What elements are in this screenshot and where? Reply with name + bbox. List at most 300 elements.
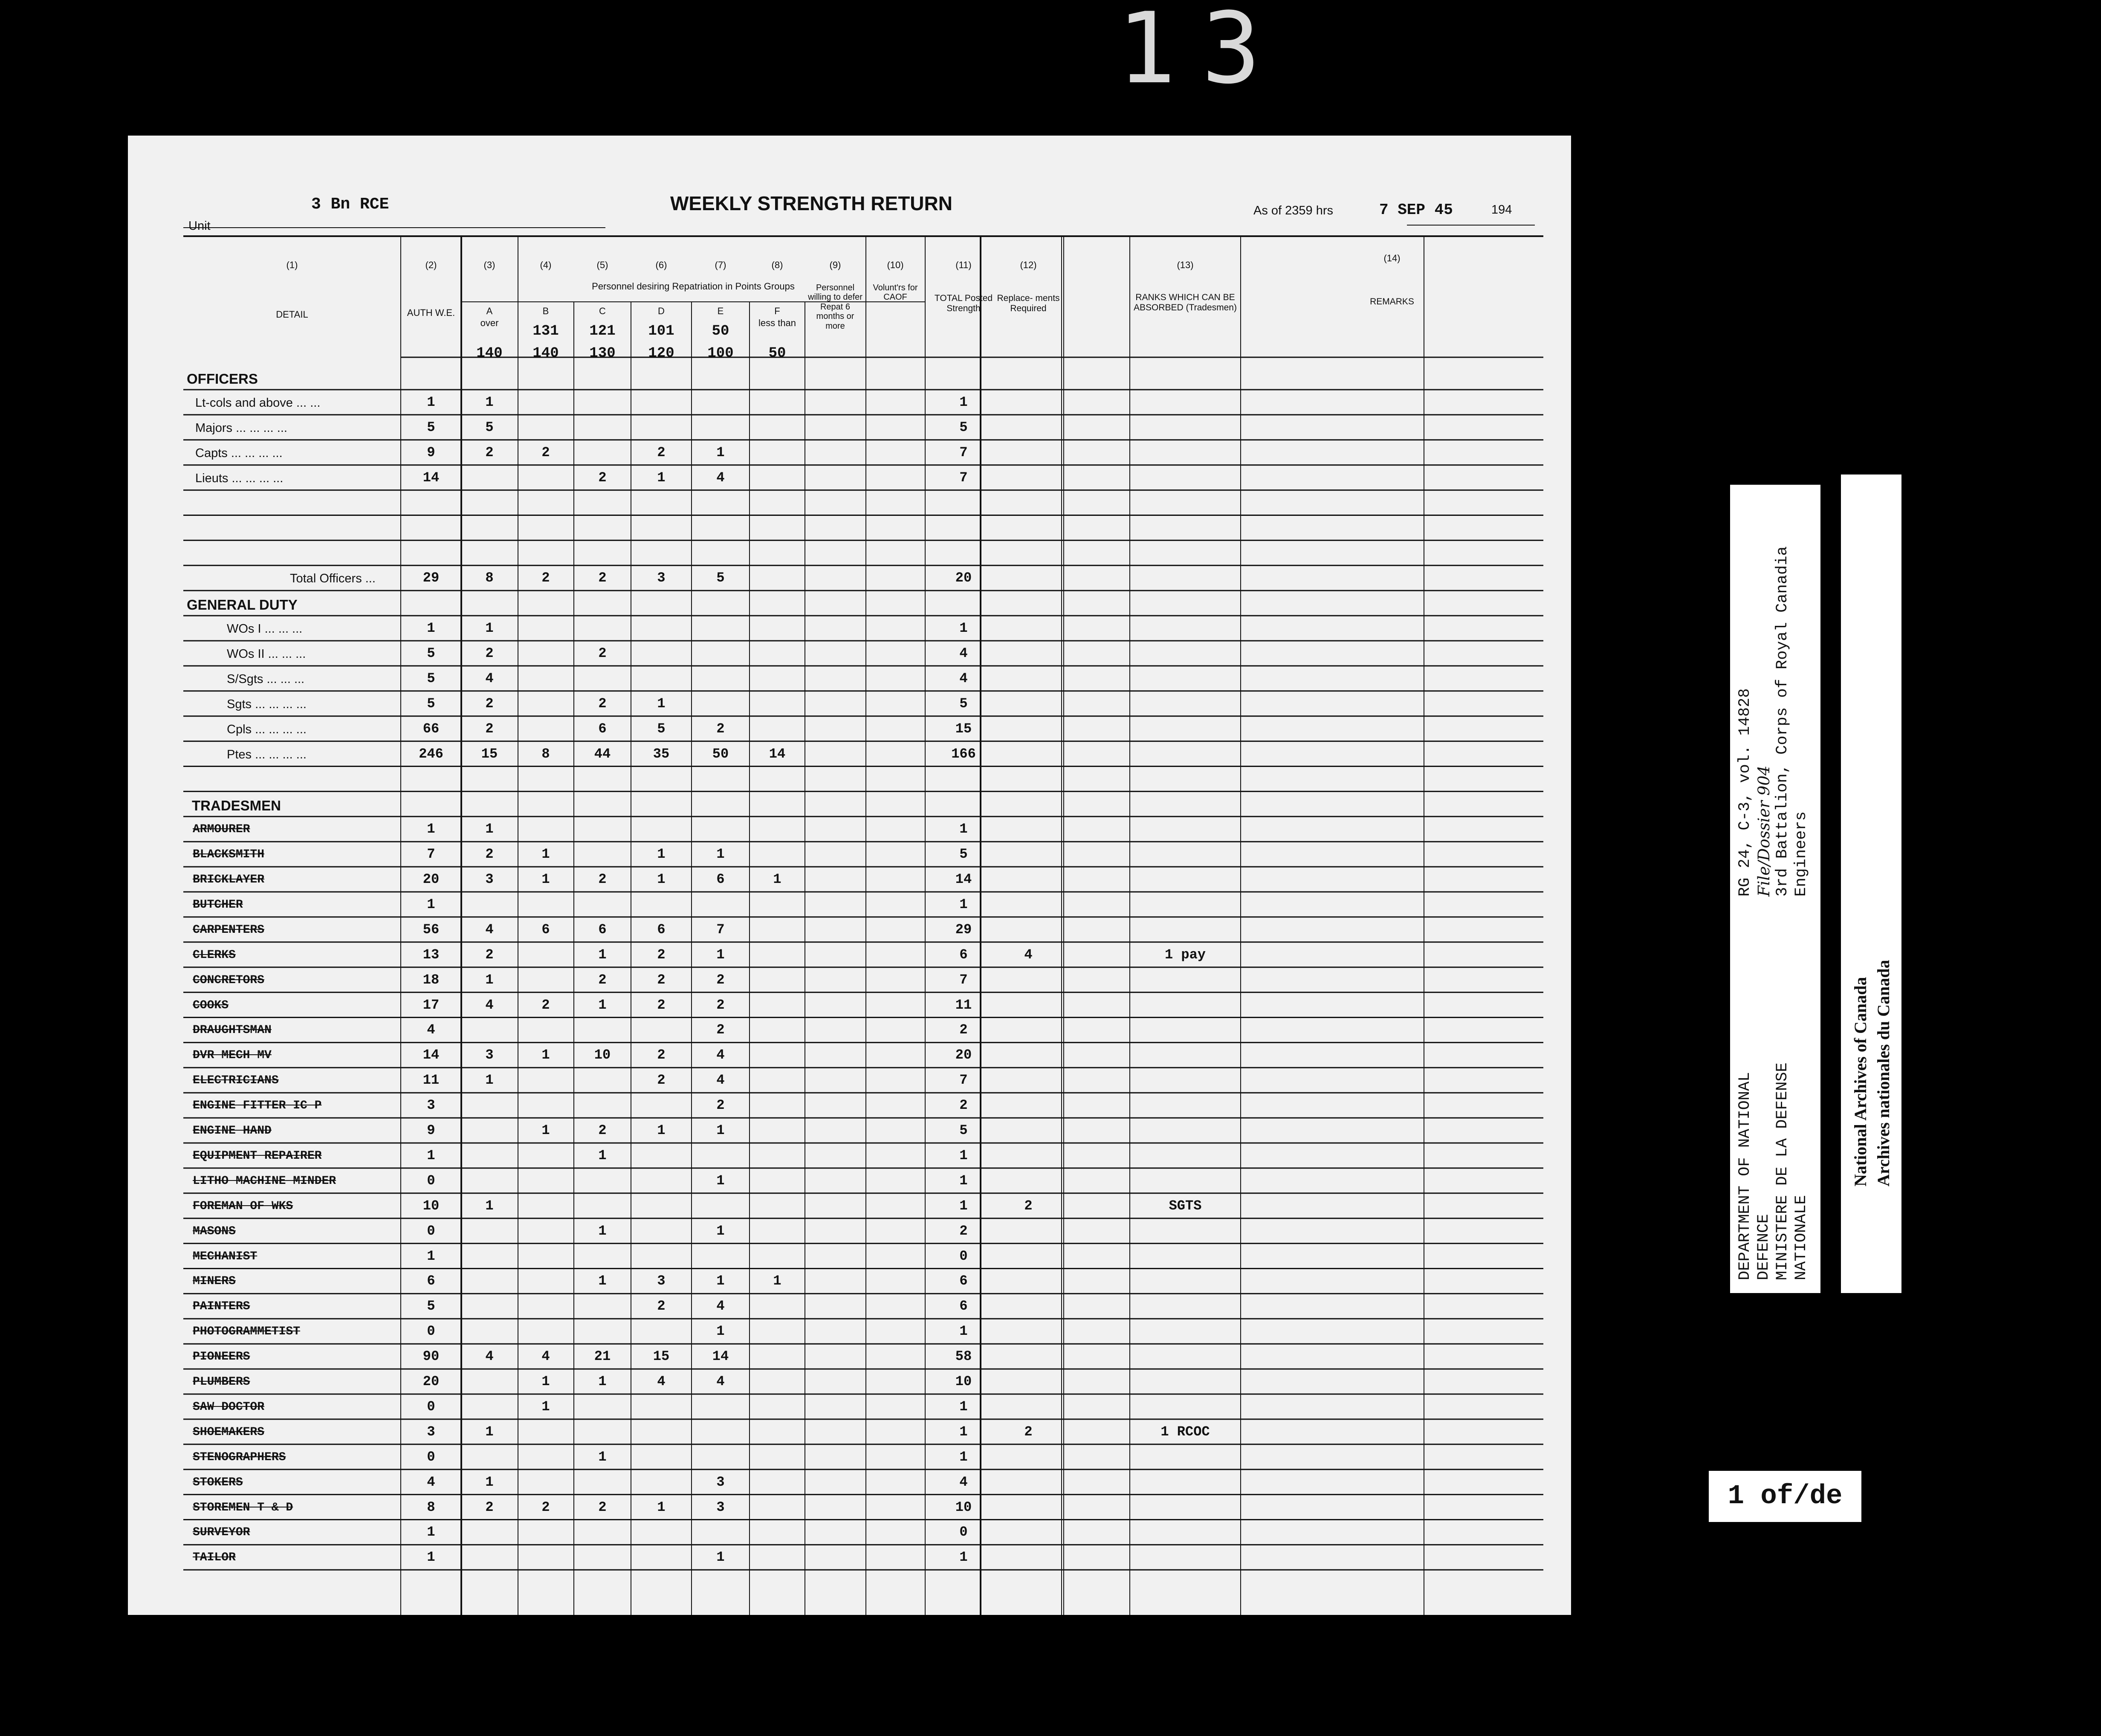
points-group-c-lower: 121	[589, 323, 616, 339]
cell-auth: 1	[427, 1248, 435, 1264]
tradesman-row-label: PIONEERS	[193, 1350, 250, 1364]
cell-c: 1	[598, 946, 607, 963]
cell-a: 4	[485, 670, 494, 686]
cell-d: 2	[657, 997, 666, 1013]
cell-total: 58	[955, 1348, 972, 1365]
cell-auth: 5	[427, 1298, 435, 1314]
cell-d: 4	[657, 1374, 666, 1389]
cell-c: 1	[598, 1147, 607, 1163]
cell-total: 6	[959, 1298, 968, 1314]
cell-total: 4	[959, 670, 968, 686]
tradesman-row-label: COOKS	[193, 998, 229, 1012]
page-count-label: 1 of/de	[1709, 1471, 1861, 1522]
col-9-number: (9)	[829, 260, 841, 270]
cell-c: 2	[598, 1123, 607, 1138]
cell-auth: 20	[423, 1374, 440, 1389]
cell-a: 2	[485, 695, 494, 712]
general-duty-row-label: WOs I ... ... ...	[227, 622, 303, 636]
unit-value: 3 Bn RCE	[311, 195, 389, 214]
cell-a: 1	[485, 620, 494, 636]
points-group-b-lower: 131	[532, 323, 559, 339]
col-12-title: Replace- ments Required	[997, 293, 1060, 313]
cell-auth: 29	[423, 570, 440, 586]
officer-row-label: Lt-cols and above ... ...	[195, 396, 321, 410]
cell-auth: 1	[427, 1524, 435, 1540]
col-13-title: RANKS WHICH CAN BE ABSORBED (Tradesmen)	[1134, 292, 1237, 312]
tradesman-row-label: DVR MECH MV	[193, 1049, 272, 1062]
cell-c: 1	[598, 1374, 607, 1389]
dept-en-line2: DEFENCE	[1755, 1214, 1773, 1280]
as-of-date: 7 SEP 45	[1379, 201, 1453, 219]
cell-d: 1	[657, 695, 666, 712]
points-group-f-letter: F	[774, 306, 780, 316]
cell-d: 1	[657, 846, 666, 862]
cell-b: 1	[541, 1398, 550, 1415]
cell-auth: 1	[427, 821, 435, 837]
cell-total: 14	[955, 871, 972, 887]
cell-e: 4	[716, 1072, 725, 1088]
col-1-title: DETAIL	[276, 309, 308, 320]
points-group-title: Personnel desiring Repatriation in Points Groups	[592, 281, 795, 292]
cell-b: 6	[541, 921, 550, 937]
cell-auth: 11	[423, 1072, 440, 1088]
cell-auth: 0	[427, 1398, 435, 1415]
cell-e: 1	[716, 1223, 725, 1239]
cell-c: 2	[598, 972, 607, 988]
cell-total: 2	[959, 1022, 968, 1038]
cell-a: 2	[485, 444, 494, 460]
cell-total: 5	[959, 695, 968, 712]
cell-total: 11	[955, 997, 972, 1013]
cell-auth: 246	[419, 746, 443, 762]
tradesman-row-label: PHOTOGRAMMETIST	[193, 1325, 301, 1339]
points-group-d-upper: 120	[648, 345, 674, 362]
cell-a: 4	[485, 921, 494, 937]
cell-c: 1	[598, 997, 607, 1013]
points-group-e-lower: 50	[712, 323, 729, 339]
cell-b: 4	[541, 1348, 550, 1365]
general-duty-row-label: S/Sgts ... ... ...	[227, 672, 305, 686]
cell-e: 1	[716, 1549, 725, 1565]
cell-total: 5	[959, 419, 968, 435]
tradesman-row-label: FOREMAN OF WKS	[193, 1199, 293, 1213]
cell-auth: 1	[427, 896, 435, 912]
cell-f: 14	[769, 746, 786, 762]
dept-fr-line1: MINISTERE DE LA DEFENSE	[1774, 1062, 1791, 1280]
points-group-c-upper: 130	[589, 345, 616, 362]
tradesman-row-label: SAW DOCTOR	[193, 1400, 265, 1414]
unit-description: 3rd Battalion, Corps of Royal Canadia	[1774, 546, 1791, 897]
cell-ranks: 1 pay	[1164, 946, 1206, 963]
section-tradesmen: TRADESMEN	[192, 798, 281, 814]
cell-d: 5	[657, 720, 666, 737]
general-duty-row-label: Sgts ... ... ... ...	[227, 697, 307, 711]
tradesman-row-label: STOKERS	[193, 1476, 243, 1489]
cell-total: 1	[959, 1172, 968, 1189]
tradesman-row-label: SHOEMAKERS	[193, 1425, 265, 1439]
cell-a: 2	[485, 1499, 494, 1515]
cell-auth: 66	[423, 720, 440, 737]
points-group-d-letter: D	[658, 306, 665, 316]
cell-a: 4	[485, 997, 494, 1013]
cell-c: 2	[598, 570, 607, 586]
tradesman-row-label: BUTCHER	[193, 898, 243, 911]
col-1-number: (1)	[286, 260, 298, 270]
cell-repl: 2	[1024, 1424, 1033, 1440]
cell-a: 1	[485, 1198, 494, 1214]
cell-d: 3	[657, 570, 666, 586]
cell-b: 2	[541, 1499, 550, 1515]
cell-auth: 1	[427, 620, 435, 636]
points-group-e-letter: E	[717, 306, 724, 316]
cell-auth: 0	[427, 1172, 435, 1189]
general-duty-row-label: WOs II ... ... ...	[227, 647, 306, 661]
officer-row-label: Majors ... ... ... ...	[195, 421, 287, 435]
cell-auth: 1	[427, 1549, 435, 1565]
as-of-label: As of 2359 hrs	[1253, 204, 1333, 217]
unit-label: Unit	[188, 219, 211, 233]
cell-d: 2	[657, 1047, 666, 1063]
cell-auth: 14	[423, 1047, 440, 1063]
cell-total: 20	[955, 570, 972, 586]
col-10-title: Volunt'rs for CAOF	[873, 283, 918, 302]
section-general-duty: GENERAL DUTY	[187, 597, 298, 613]
cell-auth: 14	[423, 469, 440, 486]
cell-auth: 0	[427, 1449, 435, 1465]
tradesman-row-label: CONCRETORS	[193, 973, 265, 987]
points-group-c-letter: C	[599, 306, 606, 316]
cell-a: 8	[485, 570, 494, 586]
cell-d: 2	[657, 1298, 666, 1314]
cell-ranks: SGTS	[1169, 1198, 1202, 1214]
section-officers: OFFICERS	[187, 371, 258, 387]
general-duty-row-label: Ptes ... ... ... ...	[227, 747, 307, 761]
cell-total: 1	[959, 1424, 968, 1440]
points-group-a-upper: 140	[476, 345, 503, 362]
cell-auth: 7	[427, 846, 435, 862]
cell-b: 1	[541, 1374, 550, 1389]
cell-auth: 1	[427, 394, 435, 410]
points-group-f-sub: less than	[758, 318, 796, 328]
cell-d: 2	[657, 972, 666, 988]
col-c4-number: (4)	[540, 260, 552, 270]
cell-e: 50	[712, 746, 729, 762]
col-9-title: Personnel willing to defer Repat 6 months or more	[808, 283, 862, 331]
cell-d: 6	[657, 921, 666, 937]
tradesman-row-label: ARMOURER	[193, 823, 250, 836]
points-group-d-lower: 101	[648, 323, 674, 339]
cell-a: 4	[485, 1348, 494, 1365]
cell-total: 1	[959, 1323, 968, 1340]
cell-auth: 3	[427, 1097, 435, 1114]
cell-b: 2	[541, 570, 550, 586]
cell-d: 2	[657, 1072, 666, 1088]
tradesman-row-label: ENGINE FITTER IC P	[193, 1099, 322, 1113]
tradesman-row-label: STOREMEN T & D	[193, 1501, 293, 1514]
cell-auth: 5	[427, 670, 435, 686]
points-group-e-upper: 100	[707, 345, 734, 362]
points-group-a-letter: A	[486, 306, 493, 316]
cell-e: 1	[716, 1172, 725, 1189]
cell-auth: 9	[427, 444, 435, 460]
cell-auth: 13	[423, 946, 440, 963]
cell-total: 166	[951, 746, 976, 762]
tradesman-row-label: PAINTERS	[193, 1300, 250, 1314]
archives-name-fr: Archives nationales du Canada	[1874, 960, 1893, 1186]
cell-auth: 8	[427, 1499, 435, 1515]
cell-c: 1	[598, 1273, 607, 1289]
form-title: WEEKLY STRENGTH RETURN	[670, 192, 952, 214]
cell-c: 2	[598, 1499, 607, 1515]
col-10-number: (10)	[887, 260, 904, 270]
cell-a: 2	[485, 846, 494, 862]
cell-total: 6	[959, 946, 968, 963]
cell-e: 5	[716, 570, 725, 586]
tradesman-row-label: EQUIPMENT REPAIRER	[193, 1149, 322, 1163]
cell-d: 2	[657, 444, 666, 460]
cell-e: 2	[716, 997, 725, 1013]
cell-d: 1	[657, 469, 666, 486]
col-14-title: REMARKS	[1370, 297, 1414, 307]
cell-total: 7	[959, 469, 968, 486]
col-c7-number: (7)	[715, 260, 726, 270]
cell-d: 15	[653, 1348, 670, 1365]
cell-auth: 56	[423, 921, 440, 937]
cell-repl: 2	[1024, 1198, 1033, 1214]
cell-b: 1	[541, 871, 550, 887]
col-11-title: TOTAL Posted Strength	[934, 293, 993, 313]
cell-c: 6	[598, 720, 607, 737]
film-frame-number: 13	[1117, 0, 1286, 106]
tradesman-row-label: LITHO MACHINE MINDER	[193, 1174, 336, 1188]
cell-e: 1	[716, 846, 725, 862]
tradesman-row-label: MINERS	[193, 1275, 236, 1288]
cell-ranks: 1 RCOC	[1160, 1424, 1210, 1440]
unit-description-cont: Engineers	[1792, 811, 1810, 897]
tradesman-row-label: ENGINE HAND	[193, 1124, 272, 1137]
tradesman-row-label: ELECTRICIANS	[193, 1074, 279, 1088]
points-group-f-upper: 50	[768, 345, 786, 362]
officer-row-label: Lieuts ... ... ... ...	[195, 471, 284, 485]
cell-e: 6	[716, 871, 725, 887]
total-officers-label: Total Officers ...	[290, 572, 376, 586]
cell-e: 1	[716, 1273, 725, 1289]
cell-total: 0	[959, 1248, 968, 1264]
cell-total: 7	[959, 972, 968, 988]
cell-auth: 17	[423, 997, 440, 1013]
cell-total: 1	[959, 1147, 968, 1163]
cell-auth: 5	[427, 695, 435, 712]
cell-e: 1	[716, 444, 725, 460]
tradesman-row-label: BLACKSMITH	[193, 848, 265, 862]
cell-c: 2	[598, 695, 607, 712]
cell-b: 2	[541, 444, 550, 460]
cell-total: 7	[959, 444, 968, 460]
cell-e: 1	[716, 946, 725, 963]
cell-total: 10	[955, 1499, 972, 1515]
cell-total: 1	[959, 394, 968, 410]
cell-auth: 5	[427, 645, 435, 661]
cell-c: 1	[598, 1449, 607, 1465]
col-c5-number: (5)	[596, 260, 608, 270]
cell-a: 1	[485, 821, 494, 837]
tradesman-row-label: PLUMBERS	[193, 1375, 250, 1389]
archives-name-label	[1841, 475, 1901, 1293]
cell-a: 15	[481, 746, 498, 762]
dept-en-line1: DEPARTMENT OF NATIONAL	[1736, 1072, 1754, 1280]
cell-e: 3	[716, 1499, 725, 1515]
form-grid-lines	[128, 136, 1571, 1615]
cell-e: 1	[716, 1323, 725, 1340]
cell-c: 1	[598, 1223, 607, 1239]
tradesman-row-label: MECHANIST	[193, 1250, 258, 1263]
tradesman-row-label: MASONS	[193, 1224, 236, 1238]
cell-d: 35	[653, 746, 670, 762]
cell-a: 1	[485, 972, 494, 988]
dept-fr-line2: NATIONALE	[1792, 1195, 1810, 1280]
cell-b: 1	[541, 846, 550, 862]
cell-e: 4	[716, 469, 725, 486]
cell-c: 2	[598, 645, 607, 661]
cell-auth: 0	[427, 1223, 435, 1239]
year-suffix: 194	[1491, 203, 1512, 217]
cell-total: 6	[959, 1273, 968, 1289]
cell-total: 1	[959, 1549, 968, 1565]
tradesman-row-label: STENOGRAPHERS	[193, 1450, 286, 1464]
cell-total: 5	[959, 1123, 968, 1138]
tradesman-row-label: CLERKS	[193, 948, 236, 962]
archive-reference-label	[1730, 485, 1820, 1293]
cell-repl: 4	[1024, 946, 1033, 963]
cell-total: 1	[959, 896, 968, 912]
cell-a: 5	[485, 419, 494, 435]
cell-e: 2	[716, 1022, 725, 1038]
cell-total: 29	[955, 921, 972, 937]
cell-total: 0	[959, 1524, 968, 1540]
cell-total: 10	[955, 1374, 972, 1389]
cell-auth: 18	[423, 972, 440, 988]
cell-a: 2	[485, 720, 494, 737]
cell-total: 7	[959, 1072, 968, 1088]
points-group-b-upper: 140	[532, 345, 559, 362]
points-group-b-letter: B	[542, 306, 549, 316]
cell-total: 15	[955, 720, 972, 737]
cell-a: 3	[485, 1047, 494, 1063]
col-c8-number: (8)	[771, 260, 783, 270]
cell-total: 1	[959, 821, 968, 837]
col-c3-number: (3)	[483, 260, 495, 270]
cell-e: 3	[716, 1474, 725, 1490]
cell-c: 6	[598, 921, 607, 937]
tradesman-row-label: TAILOR	[193, 1551, 236, 1565]
cell-d: 1	[657, 1123, 666, 1138]
cell-d: 1	[657, 871, 666, 887]
cell-total: 20	[955, 1047, 972, 1063]
cell-c: 10	[594, 1047, 611, 1063]
cell-auth: 4	[427, 1474, 435, 1490]
cell-total: 2	[959, 1097, 968, 1114]
cell-f: 1	[773, 1273, 781, 1289]
col-c6-number: (6)	[655, 260, 667, 270]
tradesman-row-label: SURVEYOR	[193, 1526, 250, 1539]
rg-reference: RG 24, C-3, vol. 14828	[1736, 688, 1754, 897]
cell-auth: 10	[423, 1198, 440, 1214]
cell-auth: 3	[427, 1424, 435, 1440]
tradesman-row-label: CARPENTERS	[193, 923, 265, 937]
cell-b: 1	[541, 1047, 550, 1063]
cell-total: 1	[959, 1398, 968, 1415]
cell-f: 1	[773, 871, 781, 887]
cell-total: 1	[959, 1198, 968, 1214]
cell-e: 7	[716, 921, 725, 937]
archives-name-en: National Archives of Canada	[1851, 977, 1870, 1186]
cell-b: 8	[541, 746, 550, 762]
cell-total: 4	[959, 645, 968, 661]
cell-e: 1	[716, 1123, 725, 1138]
cell-a: 2	[485, 645, 494, 661]
cell-c: 2	[598, 871, 607, 887]
cell-auth: 5	[427, 419, 435, 435]
cell-a: 1	[485, 394, 494, 410]
col-14-number: (14)	[1383, 253, 1401, 263]
col-2-number: (2)	[425, 260, 437, 270]
cell-auth: 1	[427, 1147, 435, 1163]
cell-d: 2	[657, 946, 666, 963]
cell-a: 1	[485, 1424, 494, 1440]
cell-e: 4	[716, 1298, 725, 1314]
col-13-number: (13)	[1177, 260, 1194, 270]
cell-e: 2	[716, 972, 725, 988]
cell-auth: 90	[423, 1348, 440, 1365]
cell-total: 1	[959, 1449, 968, 1465]
cell-e: 4	[716, 1047, 725, 1063]
cell-a: 2	[485, 946, 494, 963]
cell-auth: 0	[427, 1323, 435, 1340]
cell-d: 3	[657, 1273, 666, 1289]
file-dossier: File/Dossier 904	[1755, 765, 1773, 897]
points-group-a-sub: over	[480, 318, 499, 328]
general-duty-row-label: Cpls ... ... ... ...	[227, 722, 307, 736]
cell-a: 1	[485, 1474, 494, 1490]
cell-a: 3	[485, 871, 494, 887]
cell-a: 1	[485, 1072, 494, 1088]
officer-row-label: Capts ... ... ... ...	[195, 446, 283, 460]
cell-b: 2	[541, 997, 550, 1013]
col-11-number: (11)	[955, 260, 972, 270]
col-12-number: (12)	[1020, 260, 1037, 270]
cell-total: 1	[959, 620, 968, 636]
cell-total: 5	[959, 846, 968, 862]
cell-e: 14	[712, 1348, 729, 1365]
cell-b: 1	[541, 1123, 550, 1138]
cell-e: 2	[716, 720, 725, 737]
cell-auth: 9	[427, 1123, 435, 1138]
cell-c: 2	[598, 469, 607, 486]
cell-c: 44	[594, 746, 611, 762]
strength-return-form	[128, 136, 1571, 1615]
cell-e: 4	[716, 1374, 725, 1389]
cell-d: 1	[657, 1499, 666, 1515]
cell-total: 4	[959, 1474, 968, 1490]
tradesman-row-label: BRICKLAYER	[193, 873, 265, 886]
cell-total: 2	[959, 1223, 968, 1239]
col-2-title: AUTH W.E.	[407, 307, 455, 318]
cell-c: 21	[594, 1348, 611, 1365]
cell-auth: 4	[427, 1022, 435, 1038]
cell-auth: 20	[423, 871, 440, 887]
cell-e: 2	[716, 1097, 725, 1114]
tradesman-row-label: DRAUGHTSMAN	[193, 1024, 272, 1037]
